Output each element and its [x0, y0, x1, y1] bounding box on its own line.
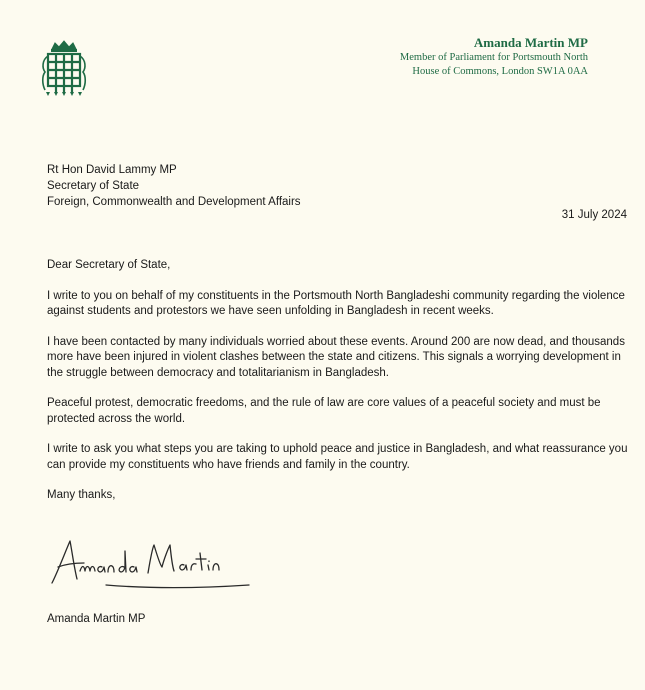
- addressee-name: Rt Hon David Lammy MP: [47, 164, 177, 176]
- letterhead-role: Member of Parliament for Portsmouth North: [399, 52, 588, 63]
- letterhead: [400, 35, 588, 79]
- paragraph-4: I write to ask you what steps you are taking to uphold peace and justice in Bangladesh, and what reassurance you can provide my constituents who have friends and family in the country.: [47, 443, 628, 471]
- letter-body: [47, 258, 629, 519]
- addressee-title: Secretary of State: [47, 180, 140, 192]
- paragraph-1: I write to you on behalf of my constituents in the Portsmouth North Bangladeshi community regarding the violence against students and protestors we have seen unfolding in Bangladesh in recent weeks.: [47, 289, 625, 317]
- letterhead-address: House of Commons, London SW1A 0AA: [412, 66, 588, 77]
- letterhead-name: Amanda Martin MP: [473, 35, 588, 50]
- portcullis-icon: [39, 38, 89, 96]
- addressee-department: Foreign, Commonwealth and Development Affairs: [47, 196, 301, 208]
- paragraph-2: I have been contacted by many individuals worried about these events. Around 200 are now dead, and thousands more have been injured in violent clashes between the state and citizens. This signals a worrying development in the struggle between democracy and totalitarianism in Bangladesh.: [47, 335, 625, 379]
- salutation: Dear Secretary of State,: [47, 259, 171, 271]
- handwritten-signature: [44, 533, 259, 598]
- closing: Many thanks,: [47, 489, 116, 501]
- signature-text: Amanda Martin: [44, 533, 51, 534]
- letter-date: 31 July 2024: [561, 209, 627, 221]
- addressee-block: [47, 162, 301, 210]
- paragraph-3: Peaceful protest, democratic freedoms, and the rule of law are core values of a peaceful society and must be protected across the world.: [47, 397, 601, 425]
- signoff-name: Amanda Martin MP: [47, 613, 146, 625]
